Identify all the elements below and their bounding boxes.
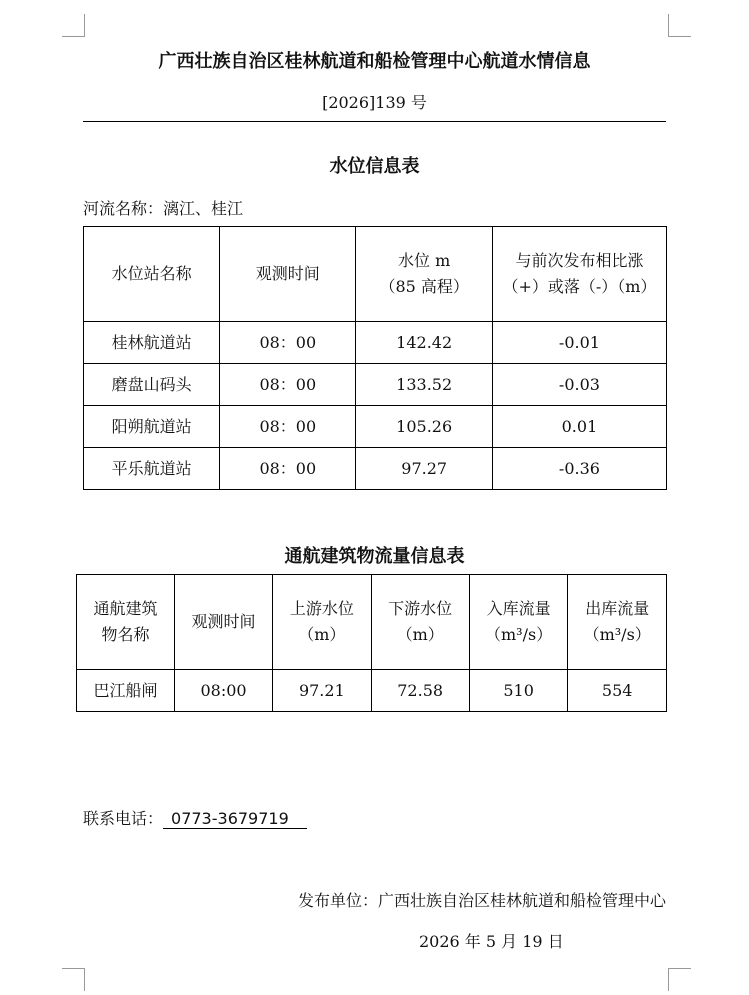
header-change-line2: （+）或落（-）（m） [502, 277, 657, 296]
water-level-table [83, 226, 667, 490]
header-outflow-line1: 出库流量 [585, 599, 650, 619]
table-row [84, 364, 667, 406]
table-row [84, 322, 667, 364]
header-outflow [568, 575, 667, 670]
observation-time: 08：00 [220, 406, 356, 448]
header-station: 水位站名称 [84, 227, 220, 322]
water-level-value: 133.52 [356, 364, 492, 406]
contact-line [83, 806, 307, 829]
structure-name: 巴江船闸 [77, 670, 175, 712]
table-header-row [77, 575, 667, 670]
water-level-value: 142.42 [356, 322, 492, 364]
header-structure-name [77, 575, 175, 670]
water-level-value: 97.27 [356, 448, 492, 490]
level-change-value: -0.01 [492, 322, 666, 364]
outflow-value: 554 [568, 670, 667, 712]
table-header-row [84, 227, 667, 322]
table-row [77, 670, 667, 712]
table-row [84, 448, 667, 490]
downstream-level-value: 72.58 [371, 670, 469, 712]
header-time: 观测时间 [220, 227, 356, 322]
header-divider [83, 121, 666, 122]
corner-mark-top-right [668, 14, 691, 37]
inflow-value: 510 [469, 670, 568, 712]
water-level-section-title: 水位信息表 [329, 156, 420, 177]
header-upstream-line2: （m） [298, 625, 346, 644]
header-water-level-line1: 水位 m [398, 251, 451, 271]
header-water-level [356, 227, 492, 322]
header-downstream-line2: （m） [396, 625, 444, 644]
header-downstream-level [371, 575, 469, 670]
water-level-value: 105.26 [356, 406, 492, 448]
observation-time: 08：00 [220, 448, 356, 490]
corner-mark-bottom-right [668, 968, 691, 991]
header-water-level-line2: （85 高程） [379, 277, 469, 296]
flow-table [76, 574, 667, 712]
phone-number: 0773-3679719 [163, 809, 307, 829]
publisher: 发布单位：广西壮族自治区桂林航道和船检管理中心 [297, 891, 666, 910]
corner-mark-top-left [62, 14, 85, 37]
header-change [492, 227, 666, 322]
header-inflow-line2: （m³/s） [485, 625, 553, 644]
station-name: 平乐航道站 [84, 448, 220, 490]
contact-label: 联系电话： [83, 809, 164, 828]
table-row [84, 406, 667, 448]
publish-date: 2026 年 5 月 19 日 [419, 932, 564, 951]
document-number: [2026]139 号 [322, 93, 427, 112]
header-outflow-line2: （m³/s） [583, 625, 651, 644]
header-structure-name-line1: 通航建筑 [93, 599, 158, 619]
level-change-value: 0.01 [492, 406, 666, 448]
header-inflow [469, 575, 568, 670]
flow-section-title: 通航建筑物流量信息表 [284, 546, 465, 567]
level-change-value: -0.03 [492, 364, 666, 406]
observation-time: 08:00 [174, 670, 272, 712]
header-downstream-line1: 下游水位 [388, 599, 453, 619]
upstream-level-value: 97.21 [273, 670, 371, 712]
station-name: 磨盘山码头 [84, 364, 220, 406]
river-name-label: 河流名称：漓江、桂江 [83, 199, 244, 218]
observation-time: 08：00 [220, 364, 356, 406]
corner-mark-bottom-left [62, 968, 85, 991]
header-time: 观测时间 [174, 575, 272, 670]
header-inflow-line1: 入库流量 [486, 599, 551, 619]
station-name: 桂林航道站 [84, 322, 220, 364]
station-name: 阳朔航道站 [84, 406, 220, 448]
header-upstream-level [273, 575, 371, 670]
header-upstream-line1: 上游水位 [289, 599, 354, 619]
level-change-value: -0.36 [492, 448, 666, 490]
header-change-line1: 与前次发布相比涨 [515, 251, 644, 271]
header-structure-name-line2: 物名称 [101, 625, 150, 644]
document-title: 广西壮族自治区桂林航道和船检管理中心航道水情信息 [158, 51, 591, 72]
observation-time: 08：00 [220, 322, 356, 364]
